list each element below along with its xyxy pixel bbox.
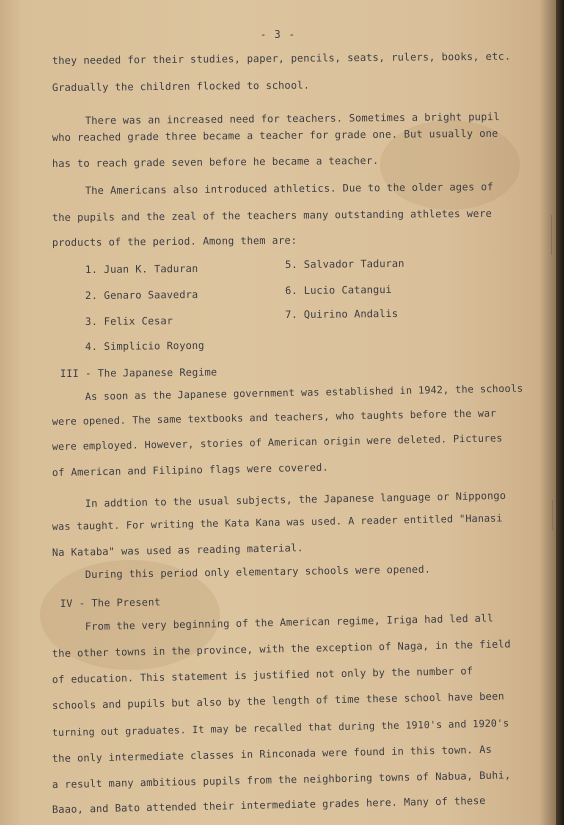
text-line: were opened. The same textbooks and teachers, who taughts before the war — [51, 408, 497, 428]
binding-edge — [556, 0, 564, 825]
text-line: There was an increased need for teachers. Sometimes a bright pupil — [84, 112, 500, 127]
text-line: of American and Filipino flags were covered. — [51, 462, 329, 479]
text-line: Baao, and Bato attended their intermediate grades here. Many of these — [51, 795, 486, 816]
text-line: has to reach grade seven before he became a teacher. — [51, 155, 379, 170]
section-heading: III - The Japanese Regime — [59, 367, 218, 380]
athlete-list-item: 5. Salvador Taduran — [284, 258, 405, 271]
margin-pencil-mark — [552, 500, 553, 530]
text-line: the pupils and the zeal of the teachers many outstanding athletes were — [51, 208, 492, 224]
text-line: the other towns in the province, with the exception of Naga, in the field — [51, 639, 511, 660]
athlete-list-item: 1. Juan K. Taduran — [84, 263, 199, 276]
text-line: the only intermediate classes in Rinconada were found in this town. As — [51, 744, 492, 765]
text-line: who reached grade three became a teacher for grade one. But usually one — [51, 128, 499, 144]
text-line: they needed for their studies, paper, pencils, seats, rulers, books, etc. — [51, 51, 511, 67]
text-line: were employed. However, stories of American origin were deleted. Pictures — [51, 433, 503, 453]
text-line: The Americans also introduced athletics. Due to the older ages of — [84, 182, 494, 197]
text-line: As soon as the Japanese government was established in 1942, the schools — [84, 383, 524, 403]
text-line: Gradually the children flocked to school. — [51, 80, 310, 94]
margin-pencil-mark — [551, 215, 552, 255]
athlete-list-item: 6. Lucio Catangui — [284, 284, 392, 297]
athlete-list-item: 3. Felix Cesar — [84, 316, 174, 328]
athlete-list-item: 4. Simplicio Royong — [84, 340, 205, 353]
text-line: From the very beginning of the American regime, Iriga had led all — [84, 613, 494, 633]
athlete-list-item: 7. Quirino Andalis — [284, 308, 399, 321]
section-heading: IV - The Present — [59, 597, 161, 610]
text-line: Na Kataba" was used as reading material. — [51, 543, 304, 559]
athlete-list-item: 2. Genaro Saavedra — [84, 289, 199, 302]
text-line: was taught. For writing the Kata Kana was used. A reader entitled "Hanasi — [51, 513, 503, 533]
text-line: schools and pupils but also by the length of time these school have been — [51, 691, 505, 712]
page-number: - 3 - — [260, 30, 296, 41]
text-line: of education. This statement is justified not only by the number of — [51, 666, 474, 686]
text-line: a result many ambitious pupils from the neighboring towns of Nabua, Buhi, — [51, 770, 511, 791]
text-line: products of the period. Among them are: — [51, 235, 298, 249]
text-line: During this period only elementary schools were opened. — [84, 564, 431, 581]
text-line: turning out graduates. It may be recalled that during the 1910's and 1920's — [51, 718, 510, 739]
text-line: In addtion to the usual subjects, the Japanese language or Nippongo — [84, 490, 507, 510]
